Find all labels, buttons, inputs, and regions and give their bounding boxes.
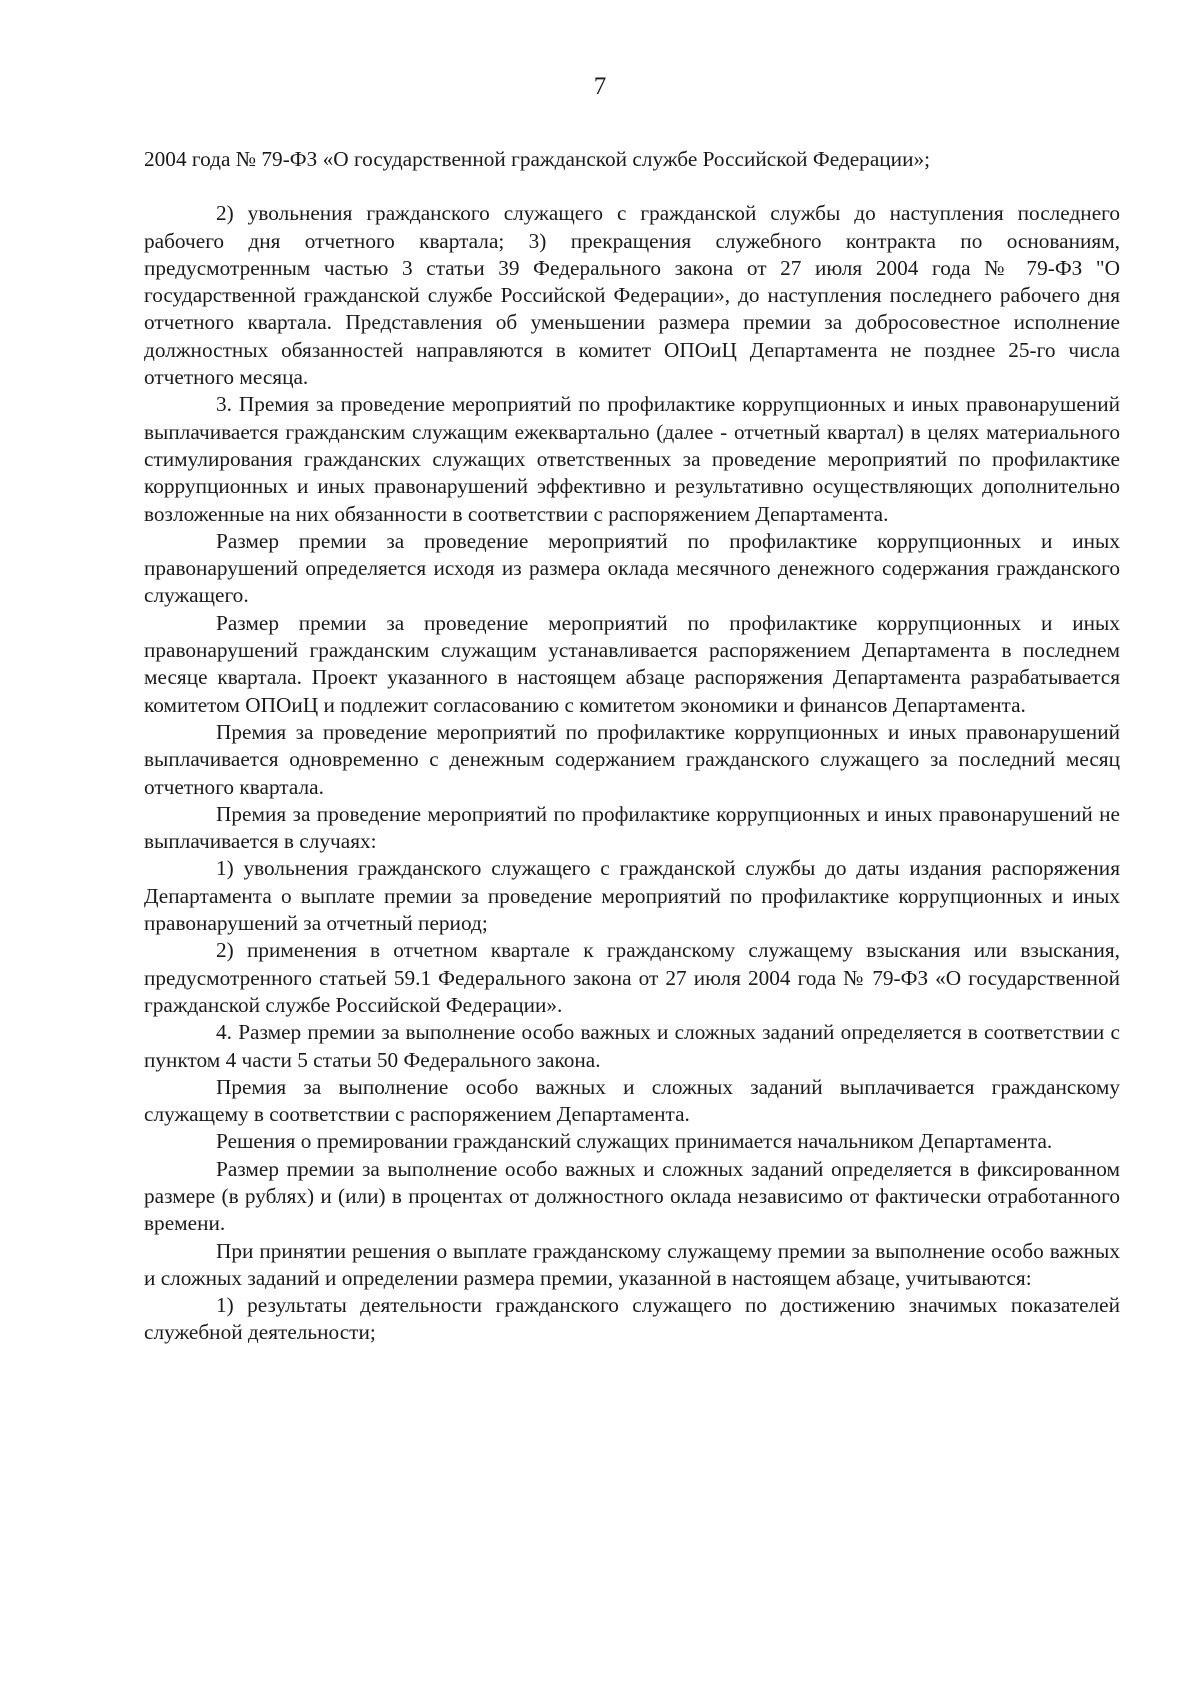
- document-body: [144, 146, 1120, 1347]
- page-number: 7: [593, 73, 607, 100]
- paragraph-premium-not-paid: Премия за проведение мероприятий по профилактике коррупционных и иных правонарушений не выплачивается в случаях:: [144, 801, 1120, 854]
- paragraph-decision-criteria: При принятии решения о выплате гражданскому служащему премии за выполнение особо важных и сложных заданий и определении размера премии, указанной в настоящем абзаце, учитываются:: [144, 1238, 1120, 1290]
- paragraph-premium-size: Размер премии за проведение мероприятий по профилактике коррупционных и иных правонарушений определяется исходя из размера оклада месячного денежного содержания гражданского служащего.: [144, 528, 1120, 608]
- paragraph-criterion-1: 1) результаты деятельности гражданского служащего по достижению значимых показателей служебной деятельности;: [144, 1293, 1120, 1345]
- paragraph-item-4: 4. Размер премии за выполнение особо важных и сложных заданий определяется в соответствии с пунктом 4 части 5 статьи 50 Федерального закона.: [144, 1020, 1120, 1072]
- paragraph-continuation: 2004 года № 79-ФЗ «О государственной гражданской службе Российской Федерации»;: [144, 147, 931, 171]
- paragraph-special-tasks-payment: Премия за выполнение особо важных и сложных заданий выплачивается гражданскому служащему в соответствии с распоряжением Департамента.: [144, 1074, 1120, 1127]
- paragraph-special-tasks-size: Размер премии за выполнение особо важных и сложных заданий определяется в фиксированном размере (в рублях) и (или) в процентах от должностного оклада независимо от фактически отработанного времени.: [144, 1156, 1120, 1236]
- paragraph-case-2: 2) применения в отчетном квартале к гражданскому служащему взыскания или взыскания, предусмотренного статьей 59.1 Федерального закона от 27 июля 2004 года № 79-ФЗ «О государственной гражданской службе Российской Федерации».: [144, 938, 1120, 1017]
- paragraph-decisions: Решения о премировании гражданский служащих принимается начальником Департамента.: [216, 1129, 1053, 1154]
- paragraph-premium-order: Размер премии за проведение мероприятий по профилактике коррупционных и иных правонарушений гражданским служащим устанавливается распоряжением Департамента в последнем месяце квартала. Проект указанного в настоящем абзаце распоряжения Департамента разрабатывается комитетом ОПОиЦ и подлежит согласованию с комитетом экономики и финансов Департамента.: [144, 610, 1120, 717]
- paragraph-case-1: 1) увольнения гражданского служащего с гражданской службы до даты издания распоряжения Департамента о выплате премии за проведение мероприятий по профилактике коррупционных и иных правонарушений за отчетный период;: [144, 856, 1120, 936]
- paragraph-dismissal-clause: 2) увольнения гражданского служащего с гражданской службы до наступления последнего рабочего дня отчетного квартала; 3) прекращения служебного контракта по основаниям, предусмотренным частью 3 статьи 39 Федерального закона от 27 июля 2004 года № 79-ФЗ "О государственной гражданской службе Российской Федерации», до наступления последнего рабочего дня отчетного квартала. Представления об уменьшении размера премии за добросовестное исполнение должностных обязанностей направляются в комитет ОПОиЦ Департамента не позднее 25-го числа отчетного месяца.: [144, 201, 1120, 390]
- paragraph-item-3: 3. Премия за проведение мероприятий по профилактике коррупционных и иных правонарушений выплачивается гражданским служащим ежеквартально (далее - отчетный квартал) в целях материального стимулирования гражданских служащих ответственных за проведение мероприятий по профилактике коррупционных и иных правонарушений эффективно и результативно осуществляющих дополнительно возложенные на них обязанности в соответствии с распоряжением Департамента.: [144, 392, 1120, 526]
- paragraph-premium-payment: Премия за проведение мероприятий по профилактике коррупционных и иных правонарушений выплачивается одновременно с денежным содержанием гражданского служащего за последний месяц отчетного квартала.: [144, 719, 1120, 799]
